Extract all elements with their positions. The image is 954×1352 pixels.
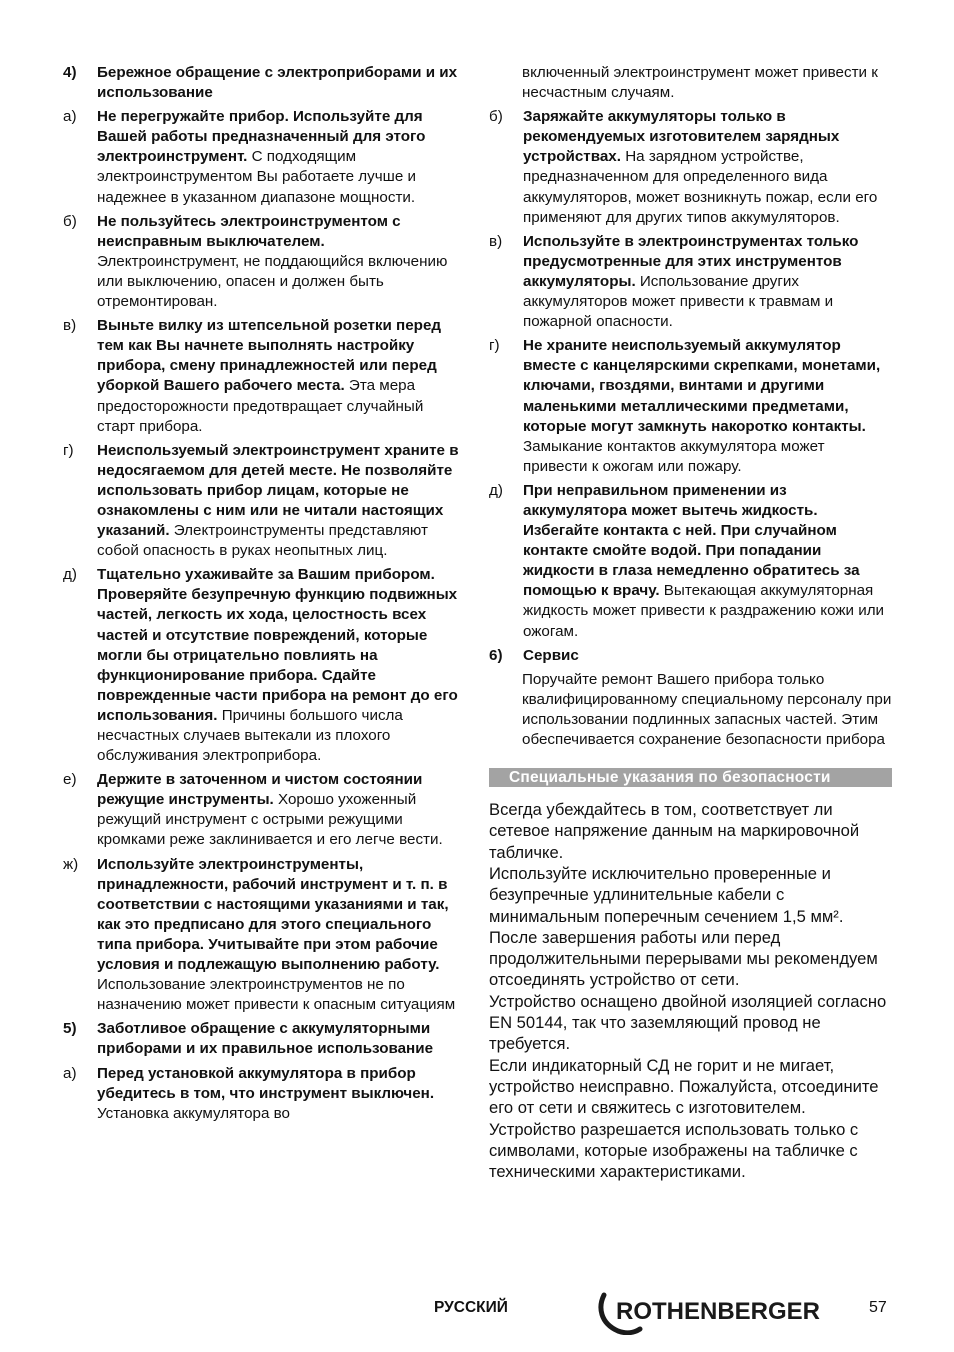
list-item xyxy=(489,336,892,477)
section-4-heading xyxy=(63,63,465,103)
bold-text: Выньте вилку из штепсельной розетки перед тем как Вы начнете выполнять настройку прибора, смену принадлежностей или перед уборкой Вашего рабочего места. xyxy=(97,317,442,395)
safety-notes xyxy=(489,799,892,1182)
bold-text: Неиспользуемый электроинструмент храните в недосягаемом для детей месте. Не позволяйте использовать прибор лицам, которые не ознакомлены с ним или не читали настоящих указаний. xyxy=(97,441,459,540)
list-marker: д) xyxy=(63,566,77,584)
section-number: 5) xyxy=(63,1020,77,1038)
body-text: Установка аккумулятора во xyxy=(97,1104,290,1122)
list-item xyxy=(63,107,465,207)
section-number: 4) xyxy=(63,64,77,81)
paragraph: Устройство оснащено двойной изоляцией согласно EN 50144, так что заземляющий провод не требуется. xyxy=(489,991,887,1054)
list-marker: е) xyxy=(63,771,77,789)
paragraph: Устройство разрешается использовать только с символами, которые изображены на табличке с техническими характеристиками. xyxy=(489,1119,859,1182)
body-text: Электроинструменты представляют собой опасность в руках неопытных лиц. xyxy=(97,522,428,560)
list-item xyxy=(63,316,465,437)
body-text: Использование других аккумуляторов может привести к травмам и пожарной опасности. xyxy=(523,272,834,331)
paragraph: После завершения работы или перед продолжительными перерывами мы рекомендуем отсоединять устройство от сети. xyxy=(489,927,878,990)
paragraph: Используйте исключительно проверенные и безупречные удлинительные кабели с минимальным поперечным сечением 1,5 мм². xyxy=(489,863,844,926)
language-label: РУССКИЙ xyxy=(434,1299,508,1316)
list-item xyxy=(489,232,892,332)
paragraph: Если индикаторный СД не горит и не мигает, устройство неисправно. Пожалуйста, отсоедините его от сети и свяжитесь с изготовителем. xyxy=(489,1055,879,1118)
section-5-heading xyxy=(63,1019,465,1059)
bold-text: Используйте электроинструменты, принадлежности, рабочий инструмент и т. п. в соответствии с настоящими указаниями и так, как это предписано для этого специального типа прибора. Учитывайте при этом рабочие условия и подлежащую выполнению работу. xyxy=(97,855,449,974)
left-column xyxy=(63,63,465,1128)
list-item xyxy=(63,565,465,766)
list-item xyxy=(63,441,465,562)
list-marker: г) xyxy=(63,441,74,459)
section-title: Заботливое обращение с аккумуляторными приборами и их правильное использование xyxy=(97,1020,434,1058)
list-marker: д) xyxy=(489,481,503,499)
bold-text: Перед установкой аккумулятора в прибор убедитесь в том, что инструмент выключен. xyxy=(97,1064,435,1102)
list-item xyxy=(489,107,892,228)
list-marker: б) xyxy=(63,212,77,230)
list-marker: а) xyxy=(63,1064,77,1082)
list-marker: в) xyxy=(63,317,77,335)
list-marker: г) xyxy=(489,337,500,355)
section-banner: Специальные указания по безопасности xyxy=(489,768,892,787)
section-title: Бережное обращение с электроприборами и их использование xyxy=(97,64,458,102)
continued-text: включенный электроинструмент может привести к несчастным случаям. xyxy=(522,64,878,102)
bold-text: Держите в заточенном и чистом состоянии режущие инструменты. xyxy=(97,771,423,809)
body-text: Замыкание контактов аккумулятора может привести к ожогам или пожару. xyxy=(523,437,825,475)
right-column xyxy=(489,63,892,1182)
body-text: Хорошо ухоженный режущий инструмент с острыми режущими кромками реже заклинивается и его легче вести. xyxy=(97,791,443,849)
body-text: Вытекающая аккумуляторная жидкость может привести к раздражению кожи или ожогам. xyxy=(523,582,885,640)
list-item xyxy=(63,212,465,312)
bold-text: Не перегружайте прибор. Используйте для Вашей работы предназначенный для этого электроинструмент. xyxy=(97,108,426,166)
rothenberger-logo xyxy=(596,1289,836,1335)
bold-text: Используйте в электроинструментах только предусмотренные для этих инструментов аккумуляторы. xyxy=(523,232,859,290)
brand-wordmark: ROTHENBERGER xyxy=(616,1298,821,1325)
body-text: С подходящим электроинструментом Вы работаете лучше и надежнее в указанном диапазоне мощности. xyxy=(97,148,416,206)
service-text: Поручайте ремонт Вашего прибора только квалифицированному специальному персоналу при использовании подлинных запасных частей. Этим обеспечивается сохранение безопасности прибора xyxy=(522,670,892,748)
bold-text: Не пользуйтесь электроинструментом с неисправным выключателем. xyxy=(97,212,401,250)
bold-text: Не храните неиспользуемый аккумулятор вместе с канцелярскими скрепками, монетами, ключами, гвоздями, винтами и другими маленькими металлическими предметами, которые могут замкнуть накоротко контакты. xyxy=(523,337,881,435)
list-item xyxy=(63,855,465,1016)
bold-text: Заряжайте аккумуляторы только в рекомендуемых изготовителем зарядных устройствах. xyxy=(523,108,840,166)
list-marker: а) xyxy=(63,108,77,126)
body-text: Причины большого числа несчастных случаев вытекали из плохого обслуживания электроприбора. xyxy=(97,706,403,765)
list-item xyxy=(489,481,892,642)
list-marker: ж) xyxy=(63,855,79,873)
body-text: На зарядном устройстве, предназначенном для определенного вида аккумуляторов, может возникнуть пожар, если его применяют для других типов аккумуляторов. xyxy=(523,148,878,226)
bold-text: При неправильном применении из аккумулятора может вытечь жидкость. Избегайте контакта с ней. При случайном контакте смойте водой. При попадании жидкости в глаза немедленно обратитесь за помощью к врачу. xyxy=(523,481,860,600)
list-item xyxy=(63,1064,465,1124)
list-marker: в) xyxy=(489,232,503,250)
paragraph: Всегда убеждайтесь в том, соответствует ли сетевое напряжение данным на маркировочной табличке. xyxy=(489,800,860,862)
page-number: 57 xyxy=(869,1299,887,1316)
body-text: Использование электроинструментов не по назначению может привести к опасным ситуациям xyxy=(97,976,456,1014)
list-item xyxy=(63,770,465,850)
section-number: 6) xyxy=(489,646,503,664)
body-text: Электроинструмент, не поддающийся включению или выключению, опасен и должен быть отремонтирован. xyxy=(97,252,448,311)
body-text: Эта мера предосторожности предотвращает случайный старт прибора. xyxy=(97,377,424,435)
section-6-heading xyxy=(489,646,892,666)
bold-text: Тщательно ухаживайте за Вашим прибором. Проверяйте безупречную функцию подвижных частей, легкость их хода, целостность всех частей и отсутствие повреждений, которые могли бы отрицательно повлиять на функционирование прибора. Сдайте поврежденные части прибора на ремонт до его использования. xyxy=(97,566,458,724)
section-title: Сервис xyxy=(523,646,579,664)
list-marker: б) xyxy=(489,108,503,126)
